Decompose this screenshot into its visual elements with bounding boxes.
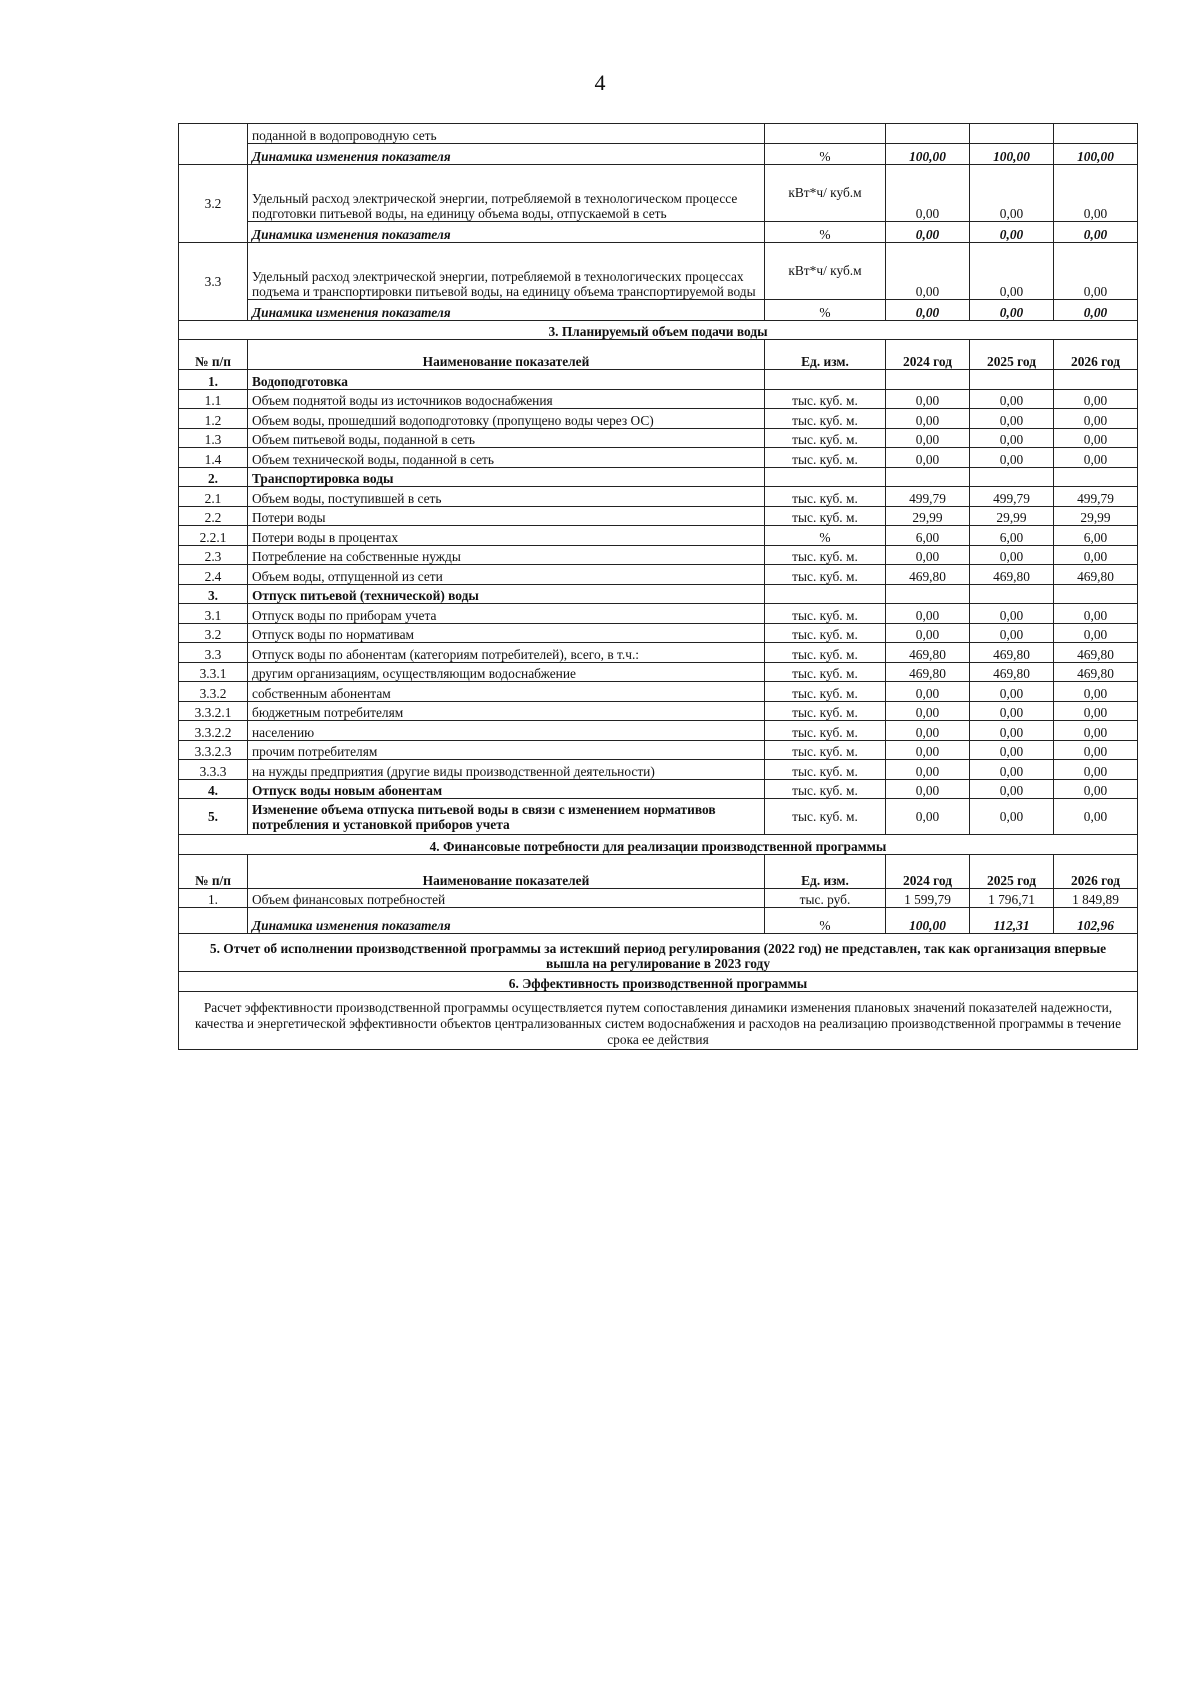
unit-cell <box>765 467 886 487</box>
num-cell: 3. <box>179 584 248 604</box>
header-num: № п/п <box>179 340 248 370</box>
num-cell: 3.3.2 <box>179 682 248 702</box>
table-row <box>179 526 1138 546</box>
value-cell: 0,00 <box>1054 409 1138 429</box>
value-cell: 0,00 <box>970 604 1054 624</box>
num-cell: 2.4 <box>179 565 248 585</box>
name-cell: Отпуск воды по приборам учета <box>248 604 765 624</box>
section-3-title: 3. Планируемый объем подачи воды <box>179 320 1138 340</box>
unit-cell: тыс. куб. м. <box>765 604 886 624</box>
value-cell: 0,00 <box>970 299 1054 320</box>
section-4 <box>179 835 1138 1050</box>
num-cell: 3.3.2.3 <box>179 740 248 760</box>
value-cell: 0,00 <box>886 164 970 221</box>
num-cell: 1.3 <box>179 428 248 448</box>
name-cell: Удельный расход электрической энергии, потребляемой в технологических процессах подъема и транспортировки питьевой воды, на единицу объема транспортируемой воды <box>248 242 765 299</box>
value-cell <box>886 584 970 604</box>
unit-cell: тыс. куб. м. <box>765 643 886 663</box>
value-cell: 469,80 <box>970 662 1054 682</box>
table-row <box>179 221 1138 242</box>
value-cell: 0,00 <box>1054 604 1138 624</box>
name-cell: Объем технической воды, поданной в сеть <box>248 448 765 468</box>
header-year: 2025 год <box>970 340 1054 370</box>
section-title-row <box>179 934 1138 972</box>
table-row <box>179 682 1138 702</box>
value-cell: 100,00 <box>1054 143 1138 164</box>
header-row <box>179 340 1138 370</box>
table-row <box>179 760 1138 780</box>
num-cell: 3.3.3 <box>179 760 248 780</box>
value-cell: 469,80 <box>970 565 1054 585</box>
unit-cell: тыс. куб. м. <box>765 448 886 468</box>
value-cell <box>1054 370 1138 390</box>
unit-cell: тыс. куб. м. <box>765 701 886 721</box>
unit-cell <box>765 584 886 604</box>
num-cell: 3.3.1 <box>179 662 248 682</box>
value-cell <box>970 124 1054 144</box>
name-cell: Отпуск питьевой (технической) воды <box>248 584 765 604</box>
name-cell: другим организациям, осуществляющим водоснабжение <box>248 662 765 682</box>
header-row <box>179 854 1138 888</box>
header-year: 2024 год <box>886 854 970 888</box>
unit-cell: % <box>765 221 886 242</box>
num-cell: 3.1 <box>179 604 248 624</box>
unit-cell: тыс. куб. м. <box>765 760 886 780</box>
table-row <box>179 389 1138 409</box>
value-cell: 1 796,71 <box>970 888 1054 908</box>
num-cell: 1. <box>179 370 248 390</box>
header-year: 2024 год <box>886 340 970 370</box>
group-row <box>179 584 1138 604</box>
value-cell <box>970 370 1054 390</box>
header-year: 2025 год <box>970 854 1054 888</box>
table-row <box>179 604 1138 624</box>
value-cell: 499,79 <box>970 487 1054 507</box>
name-cell: Водоподготовка <box>248 370 765 390</box>
value-cell: 0,00 <box>1054 799 1138 835</box>
value-cell: 0,00 <box>886 389 970 409</box>
name-cell: населению <box>248 721 765 741</box>
table-row <box>179 908 1138 934</box>
num-cell <box>179 124 248 165</box>
table-row <box>179 740 1138 760</box>
num-cell: 3.3 <box>179 242 248 320</box>
table-row <box>179 643 1138 663</box>
unit-cell: кВт*ч/ куб.м <box>765 164 886 221</box>
value-cell: 100,00 <box>886 908 970 934</box>
unit-cell: тыс. куб. м. <box>765 682 886 702</box>
value-cell: 0,00 <box>1054 721 1138 741</box>
value-cell: 0,00 <box>970 623 1054 643</box>
value-cell: 0,00 <box>1054 623 1138 643</box>
table-row <box>179 888 1138 908</box>
value-cell: 100,00 <box>886 143 970 164</box>
value-cell <box>886 370 970 390</box>
value-cell: 0,00 <box>886 740 970 760</box>
name-cell: Изменение объема отпуска питьевой воды в связи с изменением нормативов потребления и установкой приборов учета <box>248 799 765 835</box>
num-cell <box>179 908 248 934</box>
value-cell: 0,00 <box>886 428 970 448</box>
unit-cell: тыс. руб. <box>765 888 886 908</box>
section-4-title: 4. Финансовые потребности для реализации производственной программы <box>179 835 1138 855</box>
value-cell: 0,00 <box>886 604 970 624</box>
num-cell: 1. <box>179 888 248 908</box>
unit-cell: % <box>765 908 886 934</box>
value-cell: 6,00 <box>1054 526 1138 546</box>
num-cell: 3.2 <box>179 164 248 242</box>
header-unit: Ед. изм. <box>765 854 886 888</box>
num-cell: 2.1 <box>179 487 248 507</box>
value-cell <box>970 467 1054 487</box>
dynamics-label: Динамика изменения показателя <box>248 908 765 934</box>
dynamics-label: Динамика изменения показателя <box>248 221 765 242</box>
unit-cell: % <box>765 299 886 320</box>
value-cell: 0,00 <box>886 242 970 299</box>
name-cell: Отпуск воды по абонентам (категориям потребителей), всего, в т.ч.: <box>248 643 765 663</box>
table-row <box>179 487 1138 507</box>
table-row <box>179 721 1138 741</box>
unit-cell: кВт*ч/ куб.м <box>765 242 886 299</box>
table-row <box>179 143 1138 164</box>
unit-cell: тыс. куб. м. <box>765 740 886 760</box>
value-cell <box>886 124 970 144</box>
value-cell: 0,00 <box>1054 448 1138 468</box>
table-row <box>179 506 1138 526</box>
table-row <box>179 701 1138 721</box>
value-cell: 0,00 <box>886 721 970 741</box>
value-cell: 0,00 <box>970 779 1054 799</box>
value-cell <box>1054 124 1138 144</box>
value-cell: 112,31 <box>970 908 1054 934</box>
num-cell: 3.2 <box>179 623 248 643</box>
unit-cell: тыс. куб. м. <box>765 779 886 799</box>
name-cell: Отпуск воды по нормативам <box>248 623 765 643</box>
page-number: 4 <box>594 70 606 95</box>
num-cell: 3.3.2.1 <box>179 701 248 721</box>
name-cell: Удельный расход электрической энергии, потребляемой в технологическом процессе подготовки питьевой воды, на единицу объема воды, отпускаемой в сеть <box>248 164 765 221</box>
unit-cell <box>765 124 886 144</box>
value-cell: 0,00 <box>886 799 970 835</box>
unit-cell: тыс. куб. м. <box>765 721 886 741</box>
value-cell: 1 599,79 <box>886 888 970 908</box>
num-cell: 2. <box>179 467 248 487</box>
name-cell: собственным абонентам <box>248 682 765 702</box>
value-cell: 0,00 <box>886 623 970 643</box>
name-cell: Объем финансовых потребностей <box>248 888 765 908</box>
value-cell: 0,00 <box>1054 221 1138 242</box>
value-cell: 0,00 <box>886 448 970 468</box>
table-row <box>179 409 1138 429</box>
value-cell: 0,00 <box>970 760 1054 780</box>
unit-cell: тыс. куб. м. <box>765 565 886 585</box>
value-cell: 0,00 <box>970 545 1054 565</box>
value-cell: 0,00 <box>1054 299 1138 320</box>
unit-cell: тыс. куб. м. <box>765 409 886 429</box>
section-title-row <box>179 835 1138 855</box>
value-cell: 0,00 <box>886 760 970 780</box>
value-cell: 0,00 <box>970 799 1054 835</box>
section-6-text: Расчет эффективности производственной программы осуществляется путем сопоставления динамики изменения плановых значений показателей надежности, качества и энергетической эффективности объектов централизованных систем водоснабжения и расходов на реализацию производственной программы в течение срока ее действия <box>179 991 1138 1049</box>
value-cell: 469,80 <box>886 662 970 682</box>
num-cell: 2.2.1 <box>179 526 248 546</box>
unit-cell: тыс. куб. м. <box>765 662 886 682</box>
value-cell: 0,00 <box>970 242 1054 299</box>
name-cell: Потребление на собственные нужды <box>248 545 765 565</box>
unit-cell: тыс. куб. м. <box>765 487 886 507</box>
unit-cell: тыс. куб. м. <box>765 545 886 565</box>
value-cell: 0,00 <box>970 448 1054 468</box>
unit-cell: % <box>765 526 886 546</box>
value-cell: 0,00 <box>1054 682 1138 702</box>
value-cell: 0,00 <box>886 545 970 565</box>
table-row <box>179 565 1138 585</box>
value-cell: 499,79 <box>1054 487 1138 507</box>
value-cell: 0,00 <box>1054 164 1138 221</box>
name-cell: бюджетным потребителям <box>248 701 765 721</box>
name-cell: на нужды предприятия (другие виды производственной деятельности) <box>248 760 765 780</box>
header-year: 2026 год <box>1054 340 1138 370</box>
value-cell: 0,00 <box>970 428 1054 448</box>
value-cell: 469,80 <box>970 643 1054 663</box>
program-table-body <box>179 124 1138 370</box>
table-row <box>179 428 1138 448</box>
value-cell: 0,00 <box>886 221 970 242</box>
value-cell: 0,00 <box>1054 428 1138 448</box>
program-table <box>178 123 1138 1050</box>
unit-cell: тыс. куб. м. <box>765 799 886 835</box>
value-cell: 0,00 <box>970 721 1054 741</box>
table-row <box>179 242 1138 299</box>
value-cell: 0,00 <box>886 779 970 799</box>
group-row <box>179 370 1138 390</box>
value-cell: 469,80 <box>1054 662 1138 682</box>
value-cell: 29,99 <box>970 506 1054 526</box>
value-cell: 0,00 <box>1054 779 1138 799</box>
table-row <box>179 623 1138 643</box>
section-6-title: 6. Эффективность производственной программы <box>179 972 1138 992</box>
value-cell: 469,80 <box>886 643 970 663</box>
dynamics-label: Динамика изменения показателя <box>248 299 765 320</box>
value-cell: 29,99 <box>886 506 970 526</box>
table-row <box>179 991 1138 1049</box>
num-cell: 2.2 <box>179 506 248 526</box>
value-cell: 0,00 <box>886 701 970 721</box>
group-row <box>179 779 1138 799</box>
value-cell: 29,99 <box>1054 506 1138 526</box>
section-title-row <box>179 320 1138 340</box>
value-cell: 0,00 <box>970 389 1054 409</box>
section-5-title: 5. Отчет об исполнении производственной программы за истекший период регулирования (2022 год) не представлен, так как организация впервые вышла на регулирование в 2023 году <box>179 934 1138 972</box>
table-row <box>179 448 1138 468</box>
value-cell: 0,00 <box>970 409 1054 429</box>
header-name: Наименование показателей <box>248 340 765 370</box>
name-cell: Транспортировка воды <box>248 467 765 487</box>
name-cell: Объем воды, поступившей в сеть <box>248 487 765 507</box>
dynamics-label: Динамика изменения показателя <box>248 143 765 164</box>
value-cell: 0,00 <box>970 221 1054 242</box>
table-row <box>179 662 1138 682</box>
value-cell: 0,00 <box>1054 740 1138 760</box>
name-cell: Объем воды, отпущенной из сети <box>248 565 765 585</box>
unit-cell: тыс. куб. м. <box>765 389 886 409</box>
header-unit: Ед. изм. <box>765 340 886 370</box>
value-cell: 469,80 <box>886 565 970 585</box>
header-name: Наименование показателей <box>248 854 765 888</box>
table-row <box>179 299 1138 320</box>
num-cell: 1.1 <box>179 389 248 409</box>
value-cell: 0,00 <box>970 701 1054 721</box>
unit-cell: % <box>765 143 886 164</box>
num-cell: 1.4 <box>179 448 248 468</box>
table-row <box>179 545 1138 565</box>
value-cell: 0,00 <box>1054 389 1138 409</box>
group-row <box>179 799 1138 835</box>
value-cell: 469,80 <box>1054 565 1138 585</box>
num-cell: 3.3.2.2 <box>179 721 248 741</box>
table-row <box>179 124 1138 144</box>
value-cell: 0,00 <box>886 299 970 320</box>
name-cell: Потери воды <box>248 506 765 526</box>
value-cell: 0,00 <box>1054 701 1138 721</box>
header-num: № п/п <box>179 854 248 888</box>
value-cell: 1 849,89 <box>1054 888 1138 908</box>
num-cell: 4. <box>179 779 248 799</box>
value-cell: 0,00 <box>1054 242 1138 299</box>
name-cell: Отпуск воды новым абонентам <box>248 779 765 799</box>
num-cell: 5. <box>179 799 248 835</box>
name-cell: Потери воды в процентах <box>248 526 765 546</box>
value-cell: 0,00 <box>1054 760 1138 780</box>
unit-cell: тыс. куб. м. <box>765 428 886 448</box>
section-title-row <box>179 972 1138 992</box>
num-cell: 2.3 <box>179 545 248 565</box>
value-cell <box>886 467 970 487</box>
num-cell: 1.2 <box>179 409 248 429</box>
value-cell: 0,00 <box>970 740 1054 760</box>
value-cell: 0,00 <box>886 682 970 702</box>
value-cell: 102,96 <box>1054 908 1138 934</box>
value-cell <box>1054 467 1138 487</box>
value-cell: 469,80 <box>1054 643 1138 663</box>
value-cell: 6,00 <box>970 526 1054 546</box>
name-cell: прочим потребителям <box>248 740 765 760</box>
num-cell: 3.3 <box>179 643 248 663</box>
name-cell: Объем питьевой воды, поданной в сеть <box>248 428 765 448</box>
value-cell <box>970 584 1054 604</box>
name-cell: Объем воды, прошедший водоподготовку (пропущено воды через ОС) <box>248 409 765 429</box>
value-cell: 100,00 <box>970 143 1054 164</box>
value-cell: 0,00 <box>1054 545 1138 565</box>
table-row <box>179 164 1138 221</box>
name-cell: Объем поднятой воды из источников водоснабжения <box>248 389 765 409</box>
name-cell: поданной в водопроводную сеть <box>248 124 765 144</box>
value-cell: 6,00 <box>886 526 970 546</box>
value-cell: 0,00 <box>970 682 1054 702</box>
value-cell: 499,79 <box>886 487 970 507</box>
unit-cell <box>765 370 886 390</box>
value-cell: 0,00 <box>886 409 970 429</box>
group-row <box>179 467 1138 487</box>
unit-cell: тыс. куб. м. <box>765 506 886 526</box>
unit-cell: тыс. куб. м. <box>765 623 886 643</box>
value-cell <box>1054 584 1138 604</box>
value-cell: 0,00 <box>970 164 1054 221</box>
section-3-rows <box>179 370 1138 835</box>
header-year: 2026 год <box>1054 854 1138 888</box>
